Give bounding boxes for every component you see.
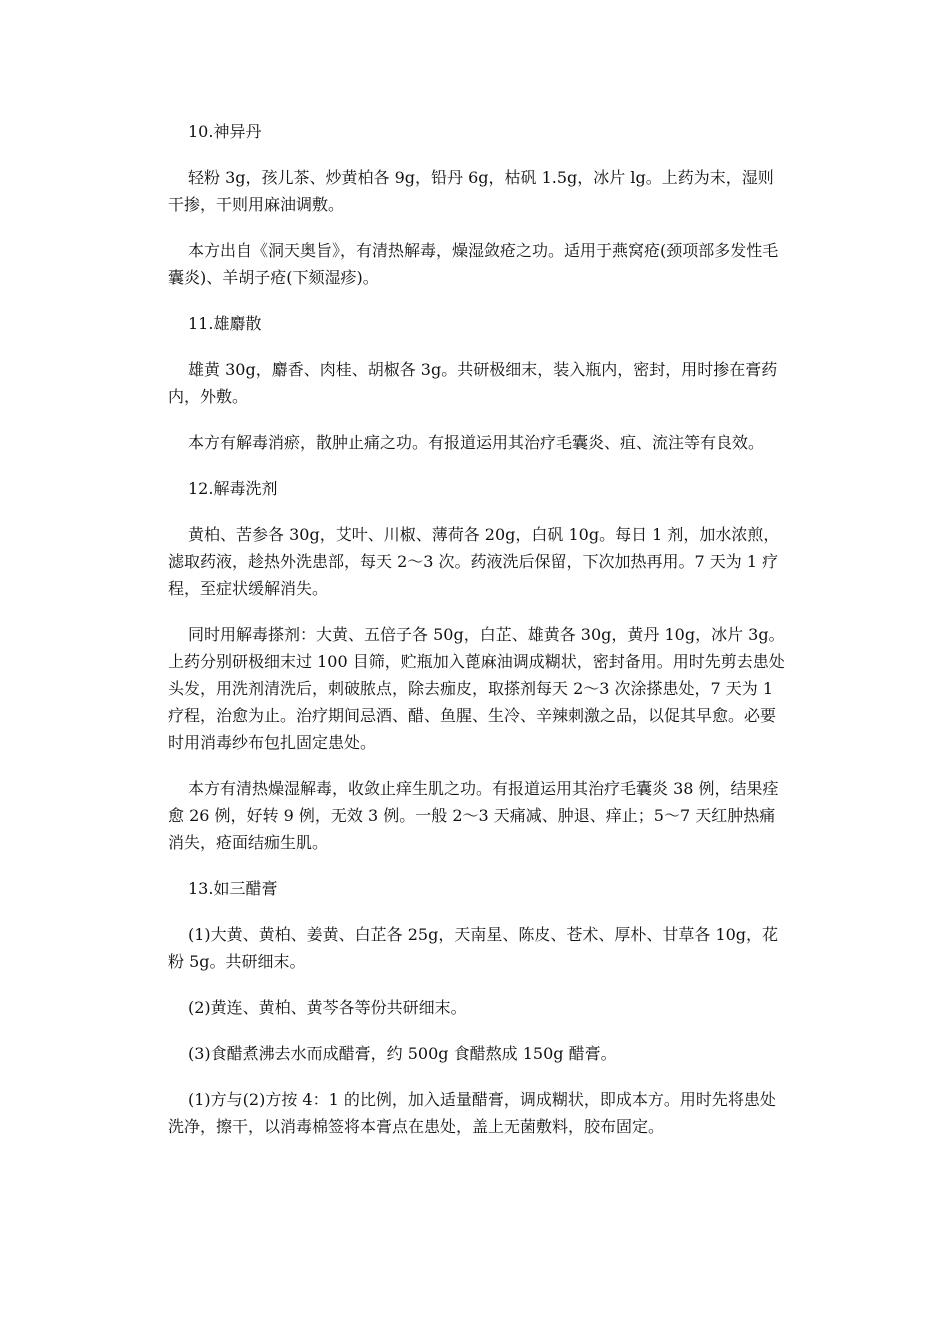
section-heading-12: 12.解毒洗剂 — [188, 479, 278, 498]
paragraph-formula-11: 雄黄 30g，麝香、肉桂、胡椒各 3g。共研极细末，装入瓶内，密封，用时掺在膏药内，外敷。 — [168, 360, 778, 406]
paragraph-formula-10: 轻粉 3g，孩儿茶、炒黄柏各 9g，铅丹 6g，枯矾 1.5g，冰片 lg。上药为末，湿则干掺，干则用麻油调敷。 — [168, 168, 774, 214]
paragraph-effect-10: 本方出自《洞天奥旨》，有清热解毒，燥湿敛疮之功。适用于燕窝疮(颈项部多发性毛囊炎)、羊胡子疮(下颏湿疹)。 — [168, 241, 779, 287]
section-heading-13: 13.如三醋膏 — [188, 879, 278, 898]
paragraph-formula-13-1: (1)大黄、黄柏、姜黄、白芷各 25g，天南星、陈皮、苍术、厚朴、甘草各 10g，花粉 5g。共研细末。 — [168, 925, 779, 971]
section-heading-11: 11.雄麝散 — [188, 314, 262, 333]
paragraph-usage-13: (1)方与(2)方按 4：1 的比例，加入适量醋膏，调成糊状，即成本方。用时先将患处洗净，擦干，以消毒棉签将本膏点在患处，盖上无菌敷料，胶布固定。 — [168, 1090, 776, 1136]
paragraph-effect-12: 本方有清热燥湿解毒，收敛止痒生肌之功。有报道运用其治疗毛囊炎 38 例，结果痊愈 26 例，好转 9 例，无效 3 例。一般 2～3 天痛减、肿退、痒止；5～7 天红肿热痛消失，疮面结痂生肌。 — [168, 779, 779, 852]
paragraph-formula-12: 黄柏、苦参各 30g，艾叶、川椒、薄荷各 20g，白矾 10g。每日 1 剂，加水浓煎，滤取药液，趁热外洗患部，每天 2～3 次。药液洗后保留，下次加热再用。7 天为 1 疗程，至症状缓解消失。 — [168, 525, 780, 598]
document-page — [168, 118, 788, 1159]
section-heading-10: 10.神异丹 — [188, 122, 262, 141]
paragraph-formula-13-3: (3)食醋煮沸去水而成醋膏，约 500g 食醋熬成 150g 醋膏。 — [188, 1044, 617, 1063]
paragraph-topical-12: 同时用解毒搽剂：大黄、五倍子各 50g，白芷、雄黄各 30g，黄丹 10g，冰片 3g。上药分别研极细末过 100 目筛，贮瓶加入蓖麻油调成糊状，密封备用。用时先剪去患处头发，用洗剂清洗后，刺破脓点，除去痂皮，取搽剂每天 2～3 次涂搽患处，7 天为 1 疗程，治愈为止。治疗期间忌酒、醋、鱼腥、生冷、辛辣刺激之品，以促其早愈。必要时用消毒纱布包扎固定患处。 — [168, 625, 785, 752]
paragraph-effect-11: 本方有解毒消瘀，散肿止痛之功。有报道运用其治疗毛囊炎、疽、流注等有良效。 — [188, 433, 765, 452]
paragraph-formula-13-2: (2)黄连、黄柏、黄芩各等份共研细末。 — [188, 998, 467, 1017]
